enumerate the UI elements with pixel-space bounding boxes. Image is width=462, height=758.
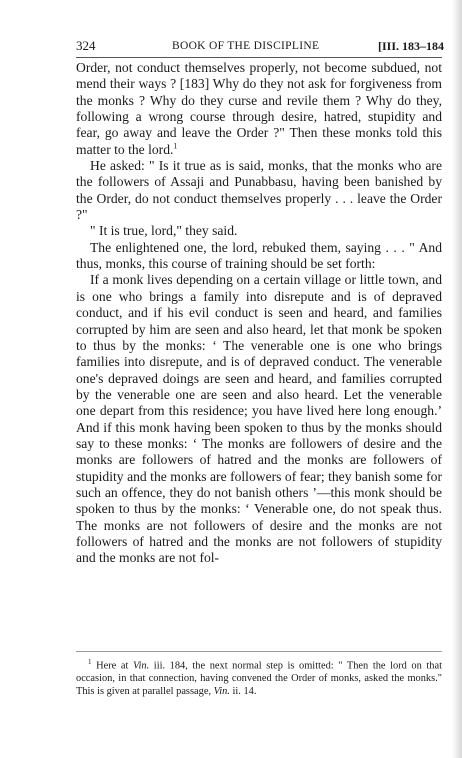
- paragraph-continued: [76, 60, 442, 158]
- footnote-text: Here at: [96, 660, 133, 672]
- footnote: [76, 656, 442, 698]
- paragraph-rule-text: If a monk lives depending on a certain village or little town, and is one who brings a family into disrepute and is of depraved conduct, and if his evil conduct is seen and heard, and families corrupted by him are seen and also heard, let that monk be spoken to thus by the monks: ‘ The venerable one is one who brings families into disrepute, and is of depraved conduct. The venerable one's depraved doings are seen and heard, and families corrupted by the venerable one are seen and also heard. Let the venerable one depart from this residence; you have lived here long enough.’ And if this monk having been spoken to thus by the monks should say to these monks: ‘ The monks are followers of desire and the monks are followers of hatred and the monks are followers of stupidity and the monks are followers of fear; they banish some for such an offence, they do not banish others ’—this monk should be spoken to thus by the monks: ‘ Venerable one, do not speak thus. The monks are not followers of desire and the monks are not followers of hatred and the monks are not followers of stupidity and the monks are not fol-: [76, 272, 442, 566]
- footnote-citation: Vin.: [213, 686, 230, 698]
- body-text: [76, 60, 442, 567]
- paragraph-text: Order, not conduct themselves properly, not become subdued, not mend their ways ? [183] Why do they not ask for forgiveness from the monks ? Why do they curse and revile them ? Why do they, following a wrong course through desire, hatred, stupidity and fear, go away and leave the Order ?" Then these monks told this matter to the lord.: [76, 60, 442, 157]
- footnote-marker: 1: [173, 141, 178, 151]
- footnote-citation: Vin.: [132, 660, 150, 672]
- section-reference: [III. 183–184: [377, 39, 444, 53]
- running-header: [76, 38, 444, 54]
- footnote-rule: [76, 651, 442, 652]
- page-edge: [452, 0, 462, 758]
- running-title: BOOK OF THE DISCIPLINE: [172, 40, 320, 52]
- paragraph: He asked: " Is it true as is said, monks, that the monks who are the followers of Assaji and Punabbasu, having been banished by the Order, do not conduct themselves properly . . . leave the Order ?": [76, 158, 442, 223]
- footnote-text: ii. 14.: [229, 686, 257, 698]
- paragraph: The enlightened one, the lord, rebuked them, saying . . . " And thus, monks, this course of training should be set forth:: [76, 239, 442, 272]
- header-rule: [76, 57, 442, 58]
- page-number: 324: [76, 38, 96, 53]
- paragraph: " It is true, lord," they said.: [90, 223, 238, 239]
- footnote-number: 1: [88, 658, 92, 666]
- footnote-text: iii. 184, the next normal step is omitted: " Then the lord on that occasion, in that connection, having convened the Order of monks, asked the monks." This is given at parallel passage,: [76, 660, 442, 698]
